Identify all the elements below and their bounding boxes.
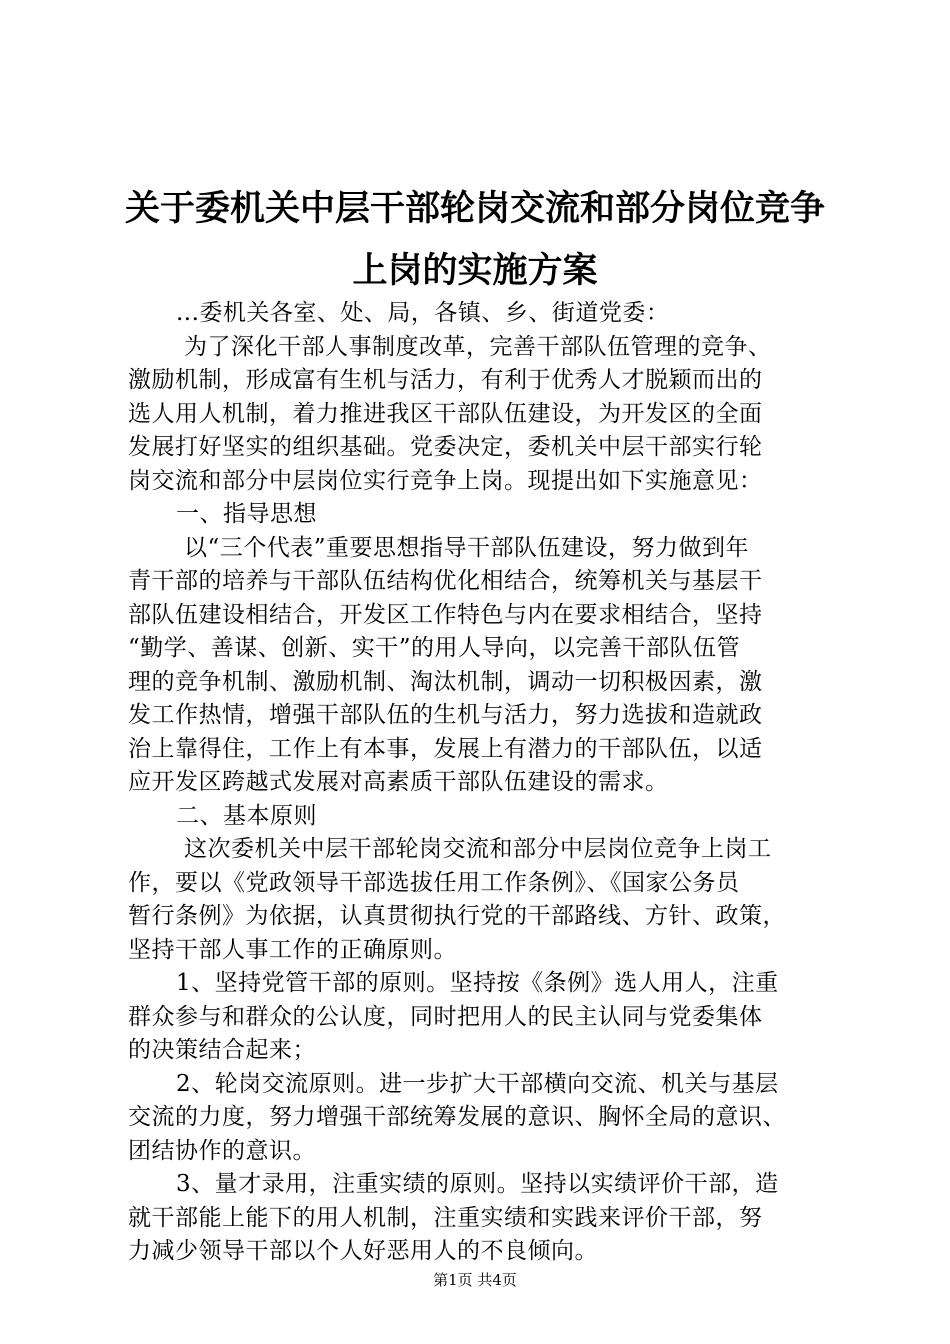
body-line: 发展打好坚实的组织基础。党委决定，委机关中层干部实行轮 bbox=[128, 434, 763, 460]
body-line: 应开发区跨越式发展对高素质干部队伍建设的需求。 bbox=[128, 769, 669, 795]
document-title-line-2: 上岗的实施方案 bbox=[352, 251, 598, 291]
body-line: 作，要以《党政领导干部选拔任用工作条例》、《国家公务员 bbox=[128, 869, 740, 896]
body-line: 坚持干部人事工作的正确原则。 bbox=[128, 936, 457, 963]
body-line: 3、量才录用，注重实绩的原则。坚持以实绩评价干部，造 bbox=[176, 1171, 779, 1197]
body-line: 部队伍建设相结合，开发区工作特色与内在要求相结合，坚持 bbox=[128, 601, 763, 628]
body-line: 1、坚持党管干部的原则。坚持按《条例》选人用人，注重 bbox=[176, 970, 779, 996]
document-body bbox=[128, 297, 828, 1269]
body-line: 激励机制，形成富有生机与活力，有利于优秀人才脱颖而出的 bbox=[128, 367, 763, 393]
body-line: 二、基本原则 bbox=[176, 802, 317, 829]
body-line: ...委机关各室、处、局，各镇、乡、街道党委： bbox=[176, 300, 670, 326]
body-line: 力减少领导干部以个人好恶用人的不良倾向。 bbox=[128, 1238, 598, 1264]
body-line: 的决策结合起来； bbox=[128, 1037, 316, 1063]
body-line: 这次委机关中层干部轮岗交流和部分中层岗位竞争上岗工 bbox=[184, 836, 772, 862]
body-line: 发工作热情，增强干部队伍的生机与活力，努力选拔和造就政 bbox=[128, 702, 763, 728]
body-line: “勤学、善谋、创新、实干”的用人导向，以完善干部队伍管 bbox=[128, 635, 741, 661]
document-title-line-1: 关于委机关中层干部轮岗交流和部分岗位竞争 bbox=[124, 189, 825, 229]
body-line: 治上靠得住，工作上有本事，发展上有潜力的干部队伍，以适 bbox=[128, 735, 763, 762]
body-line: 暂行条例》为依据，认真贯彻执行党的干部路线、方针、政策， bbox=[128, 903, 786, 929]
body-line: 岗交流和部分中层岗位实行竞争上岗。现提出如下实施意见： bbox=[128, 467, 763, 494]
body-line: 交流的力度，努力增强干部统筹发展的意识、胸怀全局的意识、 bbox=[128, 1104, 786, 1130]
body-line: 就干部能上能下的用人机制，注重实绩和实践来评价干部，努 bbox=[128, 1204, 763, 1231]
body-line: 一、指导思想 bbox=[176, 501, 317, 527]
page-footer: 第1页 共4页 bbox=[433, 1271, 517, 1289]
body-line: 团结协作的意识。 bbox=[128, 1137, 316, 1164]
body-line: 理的竞争机制、激励机制、淘汰机制，调动一切积极因素，激 bbox=[128, 668, 763, 695]
body-line: 群众参与和群众的公认度，同时把用人的民主认同与党委集体 bbox=[128, 1003, 763, 1030]
body-line: 选人用人机制，着力推进我区干部队伍建设，为开发区的全面 bbox=[128, 400, 763, 427]
body-line: 以“三个代表”重要思想指导干部队伍建设，努力做到年 bbox=[184, 534, 750, 561]
body-line: 青干部的培养与干部队伍结构优化相结合，统筹机关与基层干 bbox=[128, 568, 763, 594]
body-line: 为了深化干部人事制度改革，完善干部队伍管理的竞争、 bbox=[184, 333, 772, 360]
body-line: 2、轮岗交流原则。进一步扩大干部横向交流、机关与基层 bbox=[176, 1070, 779, 1097]
